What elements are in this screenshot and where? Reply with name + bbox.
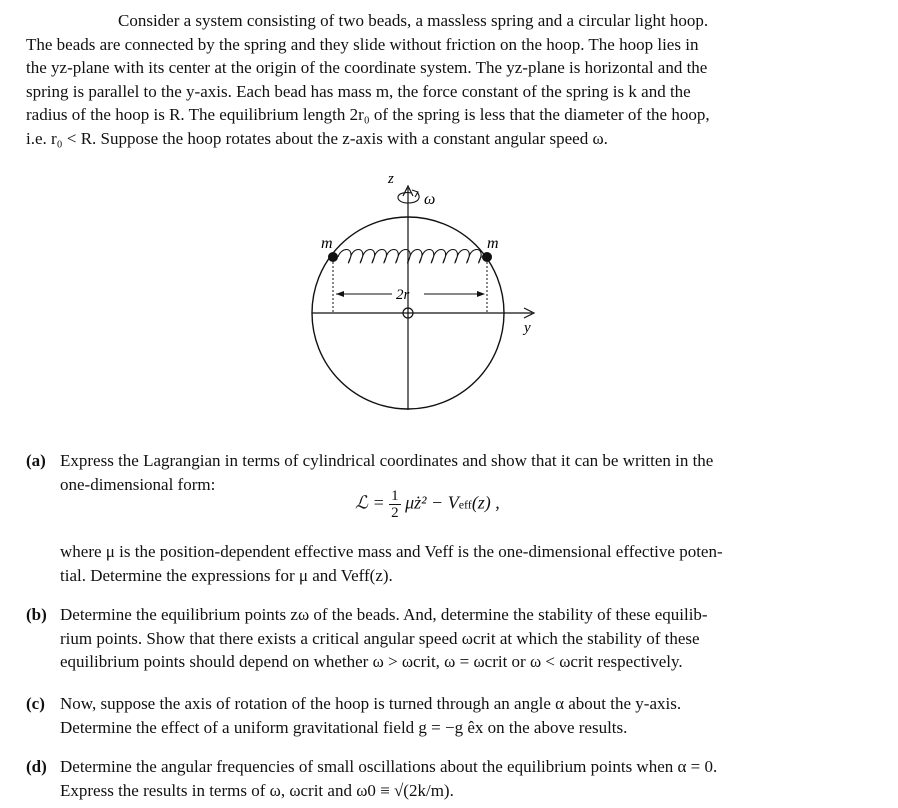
intro-line-5: radius of the hoop is R. The equilibrium length 2r₀ of the spring is less that the diameter of the hoop, xyxy=(26,105,710,124)
y-axis-label: y xyxy=(524,320,531,336)
part-d-line-1: Determine the angular frequencies of small oscillations about the equilibrium points when α = 0. xyxy=(60,757,718,776)
intro-line-3: the yz-plane with its center at the origin of the coordinate system. The yz-plane is horizontal and the xyxy=(26,58,708,77)
intro-line-1: Consider a system consisting of two beads, a massless spring and a circular light hoop. xyxy=(118,11,709,30)
dim-arrow-right xyxy=(477,291,485,297)
part-c-line-2: Determine the effect of a uniform gravitational field g = −g êx on the above results. xyxy=(60,717,628,737)
eq-tail: (z) , xyxy=(471,492,500,513)
bead-right xyxy=(482,252,492,262)
omega-label: ω xyxy=(424,191,436,208)
part-c-line-1: Now, suppose the axis of rotation of the hoop is turned through an angle α about the y-axis. xyxy=(60,694,682,713)
spring-coil xyxy=(338,250,482,264)
intro-line-6: i.e. r₀ < R. Suppose the hoop rotates about the z-axis with a constant angular speed ω. xyxy=(26,128,608,148)
part-a-label: (a) xyxy=(26,451,46,470)
intro-line-2: The beads are connected by the spring and they slide without friction on the hoop. The hoop lies in xyxy=(26,34,699,54)
part-a-line-4: tial. Determine the expressions for μ and Veff(z). xyxy=(60,565,393,585)
lagrangian-equation xyxy=(355,488,500,521)
part-d xyxy=(26,755,826,802)
part-a-line-3: where μ is the position-dependent effective mass and Veff is the one-dimensional effective poten- xyxy=(60,542,723,561)
dim-arrow-left xyxy=(336,291,344,297)
part-c xyxy=(26,692,826,739)
eq-rhs: μż² − V xyxy=(405,492,459,513)
mass-label-right: m xyxy=(487,235,499,252)
z-axis-label: z xyxy=(388,171,394,187)
intro-line-4: spring is parallel to the y-axis. Each bead has mass m, the force constant of the spring is k and the xyxy=(26,81,691,101)
part-a-line-2: one-dimensional form: xyxy=(60,474,216,494)
mass-label-left: m xyxy=(321,235,333,252)
eq-subscript: eff xyxy=(458,497,472,512)
part-b-line-2: rium points. Show that there exists a critical angular speed ωcrit at which the stability of these xyxy=(60,628,700,648)
part-b xyxy=(26,603,826,674)
part-a-line-1: Express the Lagrangian in terms of cylindrical coordinates and show that it can be written in the xyxy=(60,451,714,470)
hoop-figure xyxy=(300,170,560,432)
part-a-continuation xyxy=(60,540,826,587)
problem-intro xyxy=(26,9,826,150)
part-b-label: (b) xyxy=(26,605,47,624)
bead-left xyxy=(328,252,338,262)
part-b-line-1: Determine the equilibrium points zω of the beads. And, determine the stability of these equilib- xyxy=(60,605,708,624)
eq-fraction: $\frac{1}{2}$ xyxy=(391,488,399,521)
eq-lhs: ℒ = xyxy=(355,492,385,513)
part-b-line-3: equilibrium points should depend on whether ω > ωcrit, ω = ωcrit or ω < ωcrit respectively. xyxy=(60,652,683,671)
spring-length-label: 2r xyxy=(396,287,410,303)
hoop-diagram xyxy=(300,170,560,432)
part-c-label: (c) xyxy=(26,694,45,713)
part-d-line-2: Express the results in terms of ω, ωcrit and ω0 ≡ √(2k/m). xyxy=(60,780,454,800)
part-d-label: (d) xyxy=(26,757,47,776)
